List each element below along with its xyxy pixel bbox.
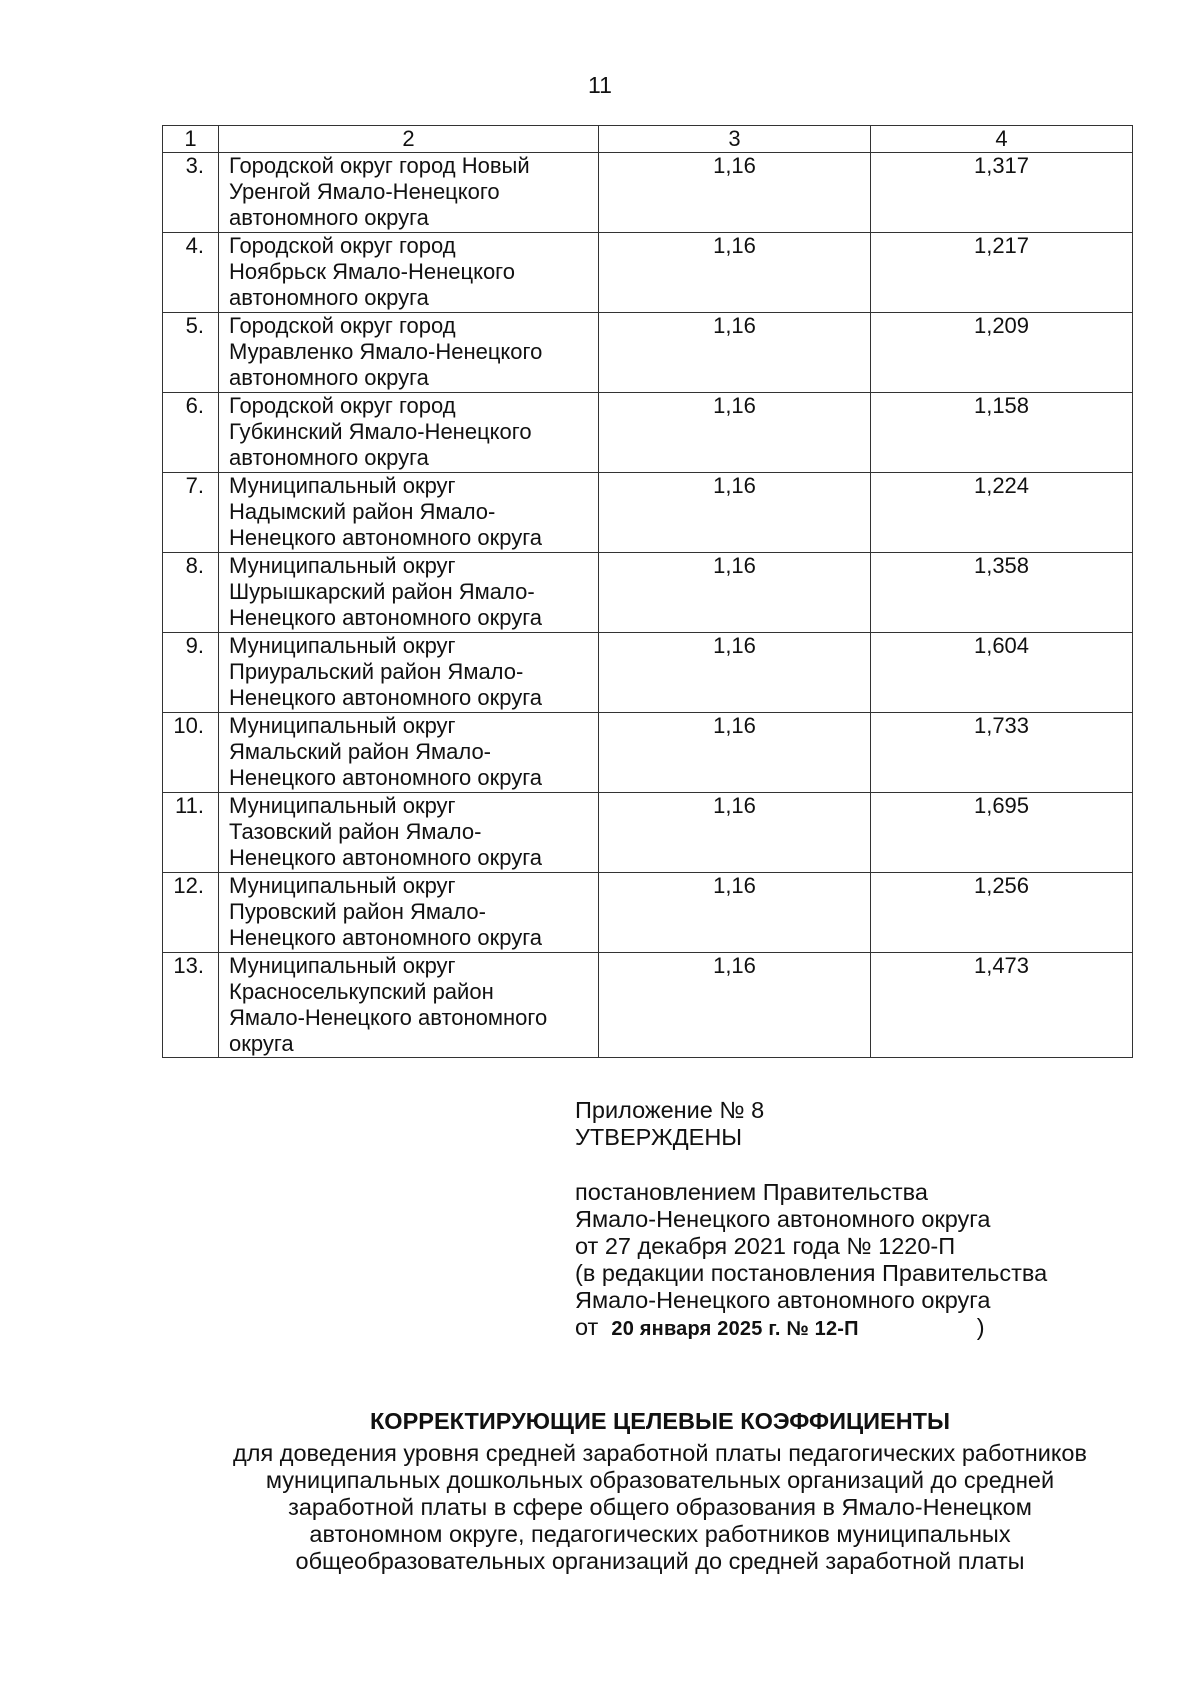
table-row xyxy=(163,953,1133,1058)
row-number: 10. xyxy=(163,713,219,793)
approved-label: УТВЕРЖДЕНЫ xyxy=(575,1124,743,1150)
coefficient-col3: 1,16 xyxy=(599,473,871,553)
subtitle-line: заработной платы в сфере общего образования в Ямало-Ненецком xyxy=(288,1494,1032,1520)
header-cell: 1 xyxy=(163,126,219,153)
coefficient-col3: 1,16 xyxy=(599,873,871,953)
coefficient-col4: 1,256 xyxy=(871,873,1133,953)
municipality-name: Городской округ город Муравленко Ямало-Ненецкого автономного округа xyxy=(219,313,599,393)
table-row xyxy=(163,233,1133,313)
table-row xyxy=(163,473,1133,553)
municipality-name: Муниципальный округ Тазовский район Ямало- Ненецкого автономного округа xyxy=(219,793,599,873)
amendment-line xyxy=(575,1314,1047,1343)
coefficient-col4: 1,224 xyxy=(871,473,1133,553)
table-row xyxy=(163,793,1133,873)
approval-block xyxy=(575,1097,1047,1343)
approval-text-line: (в редакции постановления Правительства xyxy=(575,1260,1048,1286)
coefficient-col4: 1,733 xyxy=(871,713,1133,793)
document-subtitle xyxy=(150,1440,1170,1575)
appendix-label: Приложение № 8 xyxy=(575,1097,765,1123)
table-row xyxy=(163,713,1133,793)
document-title: КОРРЕКТИРУЮЩИЕ ЦЕЛЕВЫЕ КОЭФФИЦИЕНТЫ xyxy=(369,1408,951,1434)
closing-parenthesis: ) xyxy=(976,1314,985,1340)
subtitle-line: автономном округе, педагогических работников муниципальных xyxy=(309,1521,1011,1547)
page-number: 11 xyxy=(588,72,612,98)
municipality-name: Муниципальный округ Надымский район Ямало- Ненецкого автономного округа xyxy=(219,473,599,553)
subtitle-line: общеобразовательных организаций до средней заработной платы xyxy=(295,1548,1025,1574)
amendment-prefix: от xyxy=(575,1314,599,1340)
header-cell: 2 xyxy=(219,126,599,153)
table-header-row xyxy=(163,126,1133,153)
municipality-name: Городской округ город Новый Уренгой Ямало-Ненецкого автономного округа xyxy=(219,153,599,233)
table-row xyxy=(163,633,1133,713)
table-row xyxy=(163,313,1133,393)
coefficient-col3: 1,16 xyxy=(599,553,871,633)
coefficient-col3: 1,16 xyxy=(599,233,871,313)
approval-text-line: постановлением Правительства xyxy=(575,1179,928,1205)
municipality-name: Муниципальный округ Красноселькупский район Ямало-Ненецкого автономного округа xyxy=(219,953,599,1058)
row-number: 12. xyxy=(163,873,219,953)
municipality-name: Муниципальный округ Шурышкарский район Ямало- Ненецкого автономного округа xyxy=(219,553,599,633)
row-number: 13. xyxy=(163,953,219,1058)
coefficient-col4: 1,604 xyxy=(871,633,1133,713)
row-number: 3. xyxy=(163,153,219,233)
coefficient-col3: 1,16 xyxy=(599,713,871,793)
subtitle-line: для доведения уровня средней заработной платы педагогических работников xyxy=(233,1440,1087,1466)
approval-text-line: Ямало-Ненецкого автономного округа xyxy=(575,1206,991,1232)
row-number: 11. xyxy=(163,793,219,873)
table-row xyxy=(163,873,1133,953)
row-number: 8. xyxy=(163,553,219,633)
approval-text-line: Ямало-Ненецкого автономного округа xyxy=(575,1287,991,1313)
table-row xyxy=(163,153,1133,233)
coefficient-col3: 1,16 xyxy=(599,793,871,873)
coefficient-col4: 1,209 xyxy=(871,313,1133,393)
row-number: 5. xyxy=(163,313,219,393)
coefficient-col3: 1,16 xyxy=(599,393,871,473)
coefficient-col3: 1,16 xyxy=(599,313,871,393)
municipality-name: Муниципальный округ Приуральский район Ямало- Ненецкого автономного округа xyxy=(219,633,599,713)
coefficients-table xyxy=(162,125,1133,1058)
coefficient-col4: 1,695 xyxy=(871,793,1133,873)
municipality-name: Муниципальный округ Пуровский район Ямало- Ненецкого автономного округа xyxy=(219,873,599,953)
table-row xyxy=(163,393,1133,473)
coefficient-col4: 1,317 xyxy=(871,153,1133,233)
municipality-name: Муниципальный округ Ямальский район Ямало- Ненецкого автономного округа xyxy=(219,713,599,793)
row-number: 6. xyxy=(163,393,219,473)
header-cell: 3 xyxy=(599,126,871,153)
coefficient-col4: 1,358 xyxy=(871,553,1133,633)
table-row xyxy=(163,553,1133,633)
coefficient-col3: 1,16 xyxy=(599,633,871,713)
amendment-date-number: 20 января 2025 г. № 12-П xyxy=(611,1318,859,1340)
municipality-name: Городской округ город Губкинский Ямало-Ненецкого автономного округа xyxy=(219,393,599,473)
subtitle-line: муниципальных дошкольных образовательных организаций до средней xyxy=(265,1467,1055,1493)
coefficient-col3: 1,16 xyxy=(599,953,871,1058)
row-number: 9. xyxy=(163,633,219,713)
approval-text-line: от 27 декабря 2021 года № 1220-П xyxy=(575,1233,956,1259)
row-number: 7. xyxy=(163,473,219,553)
coefficient-col4: 1,158 xyxy=(871,393,1133,473)
row-number: 4. xyxy=(163,233,219,313)
coefficient-col4: 1,473 xyxy=(871,953,1133,1058)
header-cell: 4 xyxy=(871,126,1133,153)
municipality-name: Городской округ город Ноябрьск Ямало-Ненецкого автономного округа xyxy=(219,233,599,313)
coefficient-col3: 1,16 xyxy=(599,153,871,233)
coefficient-col4: 1,217 xyxy=(871,233,1133,313)
